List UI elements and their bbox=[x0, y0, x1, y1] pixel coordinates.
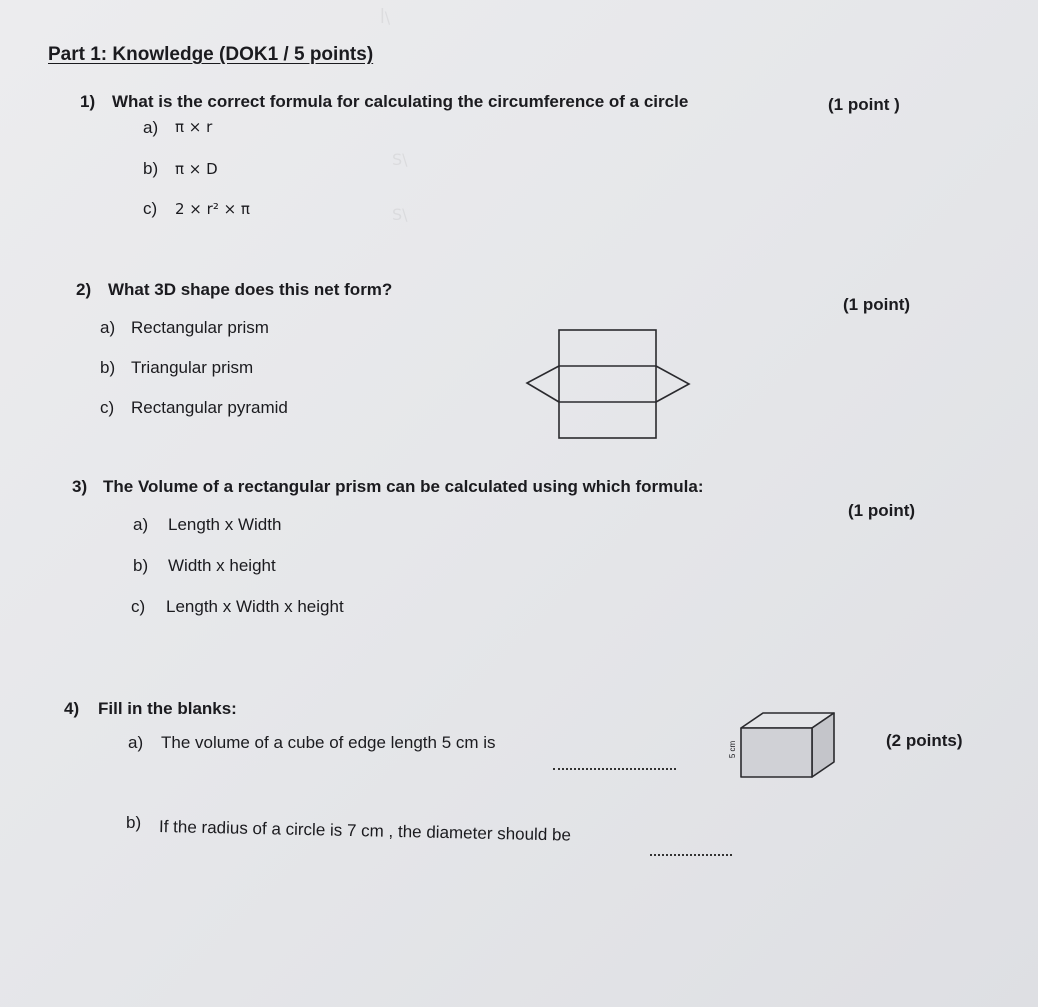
q2-option-a-letter: a) bbox=[100, 318, 116, 337]
q3-question: The Volume of a rectangular prism can be calculated using which formula: bbox=[103, 477, 704, 496]
q4-title: Fill in the blanks: bbox=[98, 699, 237, 718]
cube-front-face bbox=[741, 728, 812, 777]
q1-question: What is the correct formula for calculating the circumference of a circle bbox=[112, 92, 689, 111]
bleed-through-mark: S\ bbox=[392, 150, 408, 169]
q2-option-c-text: Rectangular pyramid bbox=[131, 398, 288, 417]
q2-option-a-text: Rectangular prism bbox=[131, 318, 269, 337]
q3-option-a-letter: a) bbox=[133, 515, 149, 534]
q3-option-b-letter: b) bbox=[133, 556, 149, 575]
q2-question: What 3D shape does this net form? bbox=[108, 280, 393, 299]
q3-points: (1 point) bbox=[848, 501, 916, 520]
q1-option-b-letter: b) bbox=[143, 159, 159, 178]
q4b-letter: b) bbox=[126, 813, 142, 832]
q3-option-c-letter: c) bbox=[131, 597, 146, 616]
part-title: Part 1: Knowledge (DOK1 / 5 points) bbox=[48, 44, 374, 65]
q1-option-a-text: π × r bbox=[175, 118, 213, 136]
q4a-letter: a) bbox=[128, 733, 144, 752]
q2-option-b-letter: b) bbox=[100, 358, 116, 377]
q1-option-a-letter: a) bbox=[143, 118, 159, 137]
bleed-through-mark: S\ bbox=[392, 205, 408, 224]
bleed-through-mark: ꟾ\ bbox=[380, 8, 391, 27]
q3-option-b-text: Width x height bbox=[168, 556, 276, 575]
q1-option-b-text: π × D bbox=[175, 160, 218, 178]
q2-option-c-letter: c) bbox=[100, 398, 115, 417]
q1-number: 1) bbox=[80, 92, 96, 111]
q1-points: (1 point ) bbox=[828, 95, 900, 114]
q2-number: 2) bbox=[76, 280, 92, 299]
cube-edge-label: 5 cm bbox=[728, 740, 738, 759]
q3-number: 3) bbox=[72, 477, 88, 496]
q4b-answer-blank[interactable] bbox=[650, 840, 732, 856]
q2-points: (1 point) bbox=[843, 295, 911, 314]
q4a-text: The volume of a cube of edge length 5 cm is bbox=[161, 733, 496, 752]
q4-points: (2 points) bbox=[886, 731, 963, 750]
q4-number: 4) bbox=[64, 699, 80, 718]
q1-option-c-text: 2 × r² × π bbox=[175, 200, 250, 218]
q4b-text: If the radius of a circle is 7 cm , the diameter should be bbox=[158, 817, 572, 845]
q2-option-b-text: Triangular prism bbox=[131, 358, 254, 377]
q3-option-a-text: Length x Width bbox=[168, 515, 282, 534]
q3-option-c-text: Length x Width x height bbox=[166, 597, 344, 616]
q1-option-c-letter: c) bbox=[143, 199, 158, 218]
